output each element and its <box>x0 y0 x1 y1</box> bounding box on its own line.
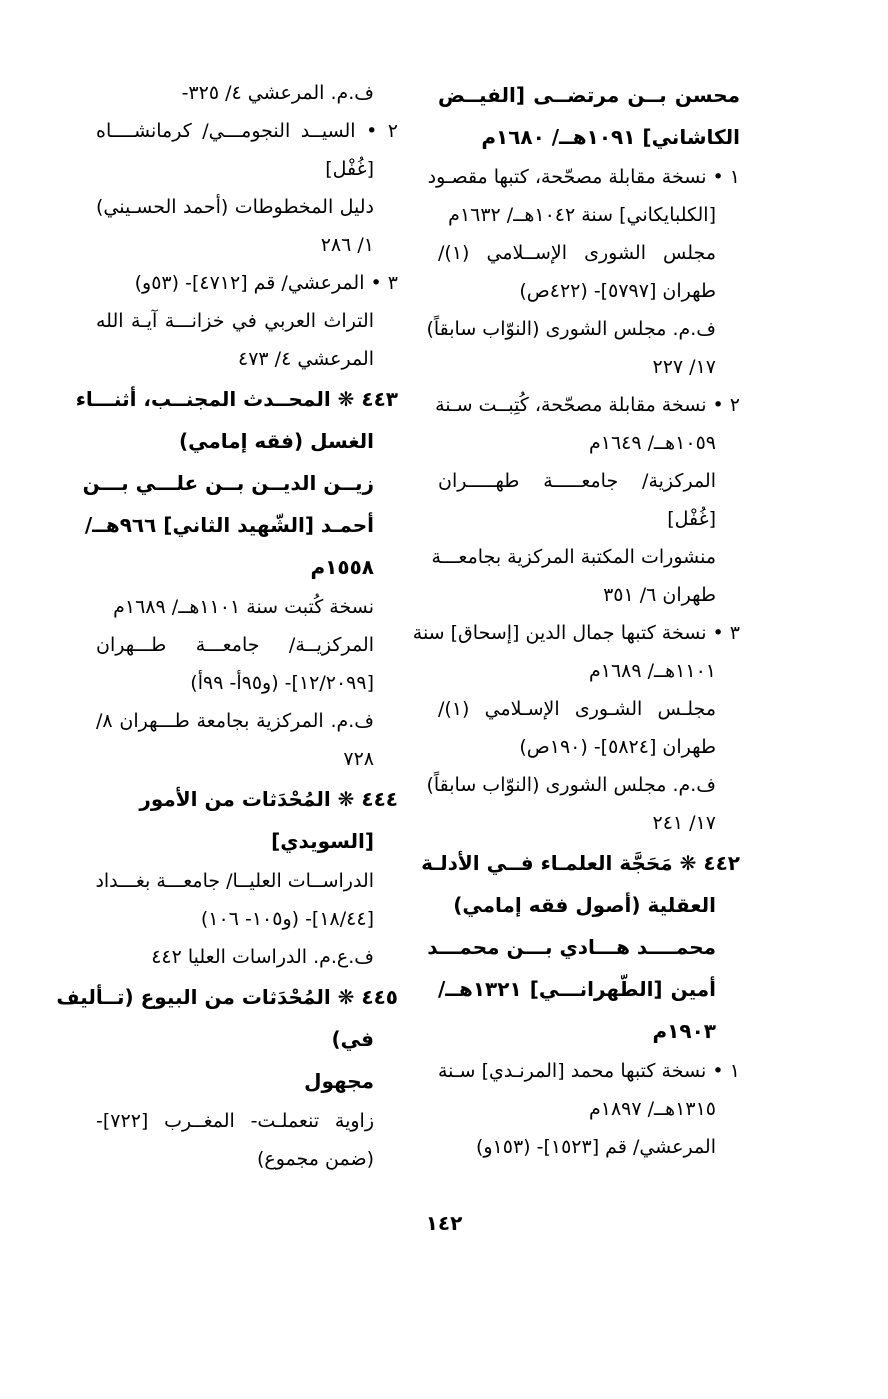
text-line: ٣ • المرعشي/ قم [٤٧١٢]- (٥٣و) <box>134 272 398 294</box>
text-line: ١٣١٥هــ/ ١٨٩٧م <box>588 1098 716 1120</box>
text-line: (ضمن مجموع) <box>256 1148 374 1170</box>
text-line: [غُفْل] <box>325 158 374 180</box>
text-line: المرعشي ٤/ ٤٧٣ <box>238 348 374 370</box>
text-line: طهران ٦/ ٣٥١ <box>603 584 716 606</box>
text-line: منشورات المكتبة المركزية بجامعـــة <box>431 546 716 568</box>
text-line: ٤٤٤ ❋ المُحْدَثات من الأمور <box>139 787 398 811</box>
text-line: محمــــد هـــادي بـــن محمـــد <box>427 935 716 959</box>
text-line: ف.م. المركزية بجامعة طـــهران ٨/ <box>96 710 374 732</box>
text-line: ٣ • نسخة كتبها جمال الدين [إسحاق] سنة <box>412 622 740 644</box>
text-line: الكاشاني] ١٠٩١هــ/ ١٦٨٠م <box>481 125 740 149</box>
text-line: العقلية (أصول فقه إمامي) <box>453 893 716 917</box>
text-line: ٤٤٥ ❋ المُحْدَثات من البيوع (تــأليف <box>56 985 398 1009</box>
text-line: مجلس الشورى الإســلامي (١)/ <box>438 242 716 264</box>
text-line: ف.ع.م. الدراسات العليا ٤٤٢ <box>151 946 374 968</box>
text-line: زيــن الديــن بــن علـــي بـــن <box>82 471 374 495</box>
text-line: ١/ ٢٨٦ <box>320 234 374 256</box>
text-line: المركزيــة/ جامعـــة طـــهران <box>96 634 374 656</box>
text-line: مجهول <box>304 1069 374 1093</box>
text-line: ٢ • السيــد النجومـــي/ كرمانشــــاه <box>96 120 398 142</box>
text-line: ٤٤٣ ❋ المحــدث المجنــب، أثنـــاء <box>75 387 398 411</box>
text-line: دليل المخطوطات (أحمد الحسـيني) <box>96 196 374 218</box>
text-line: ف.م. مجلس الشورى (النوّاب سابقاً) <box>426 774 716 796</box>
text-line: ١٧/ ٢٤١ <box>652 812 716 834</box>
text-line: طهران [٥٧٩٧]- (٤٢٢ص) <box>519 280 716 302</box>
text-line: ١ • نسخة مقابلة مصحّحة، كتبها مقصـود <box>427 166 740 188</box>
text-line: المركزية/ جامعـــــة طهـــــران <box>438 470 716 492</box>
text-line: ف.م. مجلس الشورى (النوّاب سابقاً) <box>426 318 716 340</box>
text-line: طهران [٥٨٢٤]- (١٩٠ص) <box>519 736 716 758</box>
text-line: ١٩٠٣م <box>652 1019 716 1043</box>
text-line: الغسل (فقه إمامي) <box>178 429 374 453</box>
text-line: المرعشي/ قم [١٥٢٣]- (١٥٣و) <box>475 1136 716 1158</box>
text-line: محسن بــن مرتضــى [الفيــض <box>438 83 740 107</box>
text-line: ١٧/ ٢٢٧ <box>652 356 716 378</box>
text-line: التراث العربي في خزانـــة آيـة الله <box>96 310 374 332</box>
text-line: ف.م. المرعشي ٤/ ٣٢٥- <box>181 82 374 104</box>
text-line: [الكلبايكاني] سنة ١٠٤٢هــ/ ١٦٣٢م <box>448 204 716 226</box>
text-line: الدراســات العليــا/ جامعـــة بغـــداد <box>95 870 374 892</box>
text-line: نسخة كُتبت سنة ١١٠١هــ/ ١٦٨٩م <box>113 596 374 618</box>
text-line: ٧٢٨ <box>343 748 374 770</box>
text-line: [السويدي] <box>271 829 374 853</box>
page-number: ١٤٢ <box>425 1211 463 1235</box>
text-line: ١٠٥٩هــ/ ١٦٤٩م <box>588 432 716 454</box>
text-line: [غُفْل] <box>667 508 716 530</box>
text-line: مجلـس الشـورى الإسـلامي (١)/ <box>438 698 716 720</box>
text-line: ٢ • نسخة مقابلة مصحّحة، كُتِبــت سـنة <box>435 394 740 416</box>
text-line: أمين [الطّهرانـــي] ١٣٢١هــ/ <box>438 977 716 1001</box>
text-line: ١٥٥٨م <box>310 555 374 579</box>
right-column <box>412 74 740 1166</box>
text-line: ٤٤٢ ❋ مَحَجَّة العلمـاء فــي الأدلـة <box>421 851 740 875</box>
text-line: زاوية تنعملـت- المغــرب [٧٢٢]- <box>96 1110 374 1132</box>
text-line: في) <box>331 1027 374 1051</box>
text-line: ١ • نسخة كتبها محمد [المرنـدي] سـنة <box>438 1060 740 1082</box>
left-column <box>56 74 398 1178</box>
text-line: [١٨/٤٤]- (و١٠٥- ١٠٦) <box>200 908 374 930</box>
text-line: ١١٠١هــ/ ١٦٨٩م <box>588 660 716 682</box>
text-line: [١٢/٢٠٩٩]- (و٩٥أ- ٩٩أ) <box>190 672 374 694</box>
text-line: أحمـد [الشّهيد الثاني] ٩٦٦هــ/ <box>84 513 374 537</box>
